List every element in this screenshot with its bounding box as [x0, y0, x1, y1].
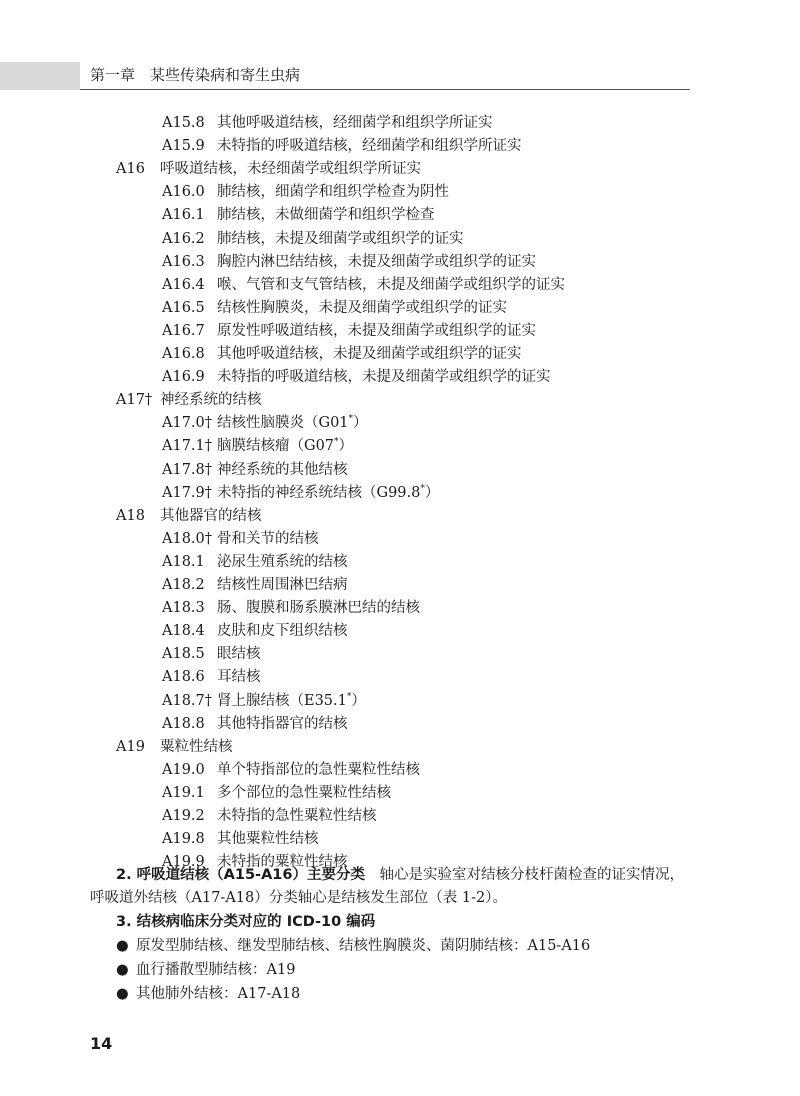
entry-code: A18.7† — [162, 692, 213, 709]
entry-code: A18.4 — [162, 623, 205, 640]
entry-code: A18.6 — [162, 669, 205, 686]
entry-text: 结核性脑膜炎（G01 — [217, 415, 349, 432]
section-2-heading: 2. 呼吸道结核（A15-A16）主要分类 — [116, 867, 365, 883]
entry-code: A17.0† — [162, 415, 213, 432]
entry-text: 原发性呼吸道结核，未提及细菌学或组织学的证实 — [217, 322, 536, 339]
entry-text: 眼结核 — [217, 646, 261, 663]
entry-code: A16.9 — [162, 369, 205, 386]
entry-text: 多个部位的急性粟粒性结核 — [217, 784, 391, 801]
entry-code: A15.8 — [162, 115, 205, 131]
subcategory-entry — [162, 413, 368, 433]
entry-text: 粟粒性结核 — [160, 738, 233, 755]
bullet-icon: ● — [116, 938, 129, 954]
entry-text: 未特指的粟粒性结核 — [217, 854, 348, 871]
entry-code: A16.8 — [162, 346, 205, 362]
bullet-item: ● 其他肺外结核：A17-A18 — [116, 984, 300, 1005]
entry-code: A18.2 — [162, 577, 205, 593]
subcategory-entry — [162, 806, 377, 826]
entry-code: A16.5 — [162, 299, 205, 316]
entry-text: 神经系统的结核 — [160, 392, 262, 409]
entry-text: 脑膜结核瘤（G07 — [217, 438, 335, 455]
entry-code: A17.1† — [162, 438, 213, 455]
subcategory-entry — [162, 298, 507, 318]
entry-code: A16.3 — [162, 253, 205, 270]
subcategory-entry — [162, 529, 319, 549]
dagger-asterisk-mark: * — [420, 483, 425, 494]
section-2-body-line1: 轴心是实验室对结核分枝杆菌检查的证实情况， — [364, 867, 684, 883]
entry-text: 其他粟粒性结核 — [217, 831, 319, 848]
subcategory-entry — [162, 229, 464, 249]
entry-text: 未特指的神经系统结核（G99.8 — [217, 484, 421, 501]
subcategory-entry — [162, 598, 420, 618]
entry-text: 肺结核，细菌学和组织学检查为阴性 — [217, 184, 449, 201]
subcategory-entry — [162, 113, 493, 133]
subcategory-entry — [162, 760, 420, 780]
entry-text: 耳结核 — [217, 669, 261, 686]
entry-code: A17.9† — [162, 484, 213, 501]
subcategory-entry — [162, 182, 449, 202]
entry-code: A16.0 — [162, 184, 205, 201]
entry-code: A19.0 — [162, 761, 205, 778]
entry-text: 未特指的呼吸道结核，未提及细菌学或组织学的证实 — [217, 369, 551, 386]
subcategory-entry — [162, 667, 261, 687]
entry-code: A18.3 — [162, 600, 205, 617]
entry-code: A18.8 — [162, 715, 205, 732]
subcategory-entry — [162, 367, 551, 387]
entry-text: 神经系统的其他结核 — [217, 461, 348, 478]
entry-text: 其他呼吸道结核，未提及细菌学或组织学的证实 — [217, 346, 522, 362]
entry-code: A16.1 — [162, 207, 205, 224]
entry-code: A16.4 — [162, 276, 205, 293]
subcategory-entry — [162, 252, 536, 272]
entry-code: A18.1 — [162, 553, 205, 570]
entry-code: A16.2 — [162, 230, 205, 247]
entry-text: 呼吸道结核，未经细菌学或组织学所证实 — [160, 161, 421, 178]
entry-text: 胸腔内淋巴结结核，未提及细菌学或组织学的证实 — [217, 253, 536, 270]
category-entry — [116, 390, 262, 410]
dagger-asterisk-mark: * — [346, 691, 352, 702]
entry-code: A16 — [116, 161, 145, 178]
entry-code: A17† — [116, 392, 153, 409]
entry-text: 肺结核，未做细菌学和组织学检查 — [217, 207, 435, 224]
entry-code: A19.2 — [162, 808, 205, 824]
bullet-icon: ● — [116, 962, 129, 978]
subcategory-entry — [162, 575, 348, 595]
entry-text-suffix: ） — [351, 692, 366, 709]
entry-code: A18.5 — [162, 646, 205, 663]
subcategory-entry — [162, 483, 439, 503]
entry-code: A18.0† — [162, 530, 213, 547]
subcategory-entry — [162, 344, 522, 364]
entry-code: A17.8† — [162, 461, 213, 478]
entry-code: A19.8 — [162, 831, 205, 848]
entry-text: 其他器官的结核 — [160, 507, 262, 524]
subcategory-entry — [162, 321, 536, 341]
entry-text-suffix: ） — [353, 415, 368, 432]
dagger-asterisk-mark: * — [334, 437, 339, 448]
entry-code: A19.1 — [162, 784, 205, 801]
section-2-paragraph — [116, 865, 684, 886]
subcategory-entry — [162, 136, 522, 156]
header-divider — [80, 89, 690, 90]
entry-text-suffix: ） — [338, 438, 354, 455]
entry-text: 肾上腺结核（E35.1 — [217, 692, 347, 709]
entry-text: 皮肤和皮下组织结核 — [217, 623, 348, 640]
subcategory-entry — [162, 783, 391, 803]
bullet-icon: ● — [116, 986, 129, 1002]
entry-text: 结核性周围淋巴结病 — [217, 577, 348, 593]
subcategory-entry — [162, 205, 435, 225]
subcategory-entry — [162, 621, 348, 641]
subcategory-entry — [162, 691, 366, 711]
entry-text: 肺结核，未提及细菌学或组织学的证实 — [217, 230, 464, 247]
subcategory-entry — [162, 275, 565, 295]
category-entry — [116, 159, 421, 179]
category-entry — [116, 506, 262, 526]
entry-text: 未特指的急性粟粒性结核 — [217, 808, 377, 824]
entry-code: A19 — [116, 738, 145, 755]
subcategory-entry — [162, 644, 261, 664]
subcategory-entry — [162, 460, 348, 480]
bullet-item: ● 原发型肺结核、继发型肺结核、结核性胸膜炎、菌阴肺结核：A15-A16 — [116, 936, 590, 957]
entry-code: A19.9 — [162, 854, 205, 871]
chapter-title: 第一章 某些传染病和寄生虫病 — [90, 66, 301, 84]
entry-text: 喉、气管和支气管结核，未提及细菌学或组织学的证实 — [217, 276, 565, 293]
category-entry — [116, 737, 233, 757]
subcategory-entry — [162, 436, 353, 456]
section-3-heading: 3. 结核病临床分类对应的 ICD-10 编码 — [116, 914, 376, 930]
entry-text: 其他呼吸道结核，经细菌学和组织学所证实 — [217, 115, 493, 131]
header-band — [0, 62, 80, 90]
entry-text: 结核性胸膜炎，未提及细菌学或组织学的证实 — [217, 299, 507, 316]
dagger-asterisk-mark: * — [348, 414, 354, 425]
subcategory-entry — [162, 829, 319, 849]
entry-code: A16.7 — [162, 322, 205, 339]
entry-code: A18 — [116, 507, 145, 524]
entry-text: 肠、腹膜和肠系膜淋巴结的结核 — [217, 600, 420, 617]
entry-code: A15.9 — [162, 138, 205, 155]
bullet-item: ● 血行播散型肺结核：A19 — [116, 960, 295, 981]
entry-text: 未特指的呼吸道结核，经细菌学和组织学所证实 — [217, 138, 522, 155]
subcategory-entry — [162, 552, 348, 572]
entry-text-suffix: ） — [424, 484, 440, 501]
entry-text: 骨和关节的结核 — [217, 530, 319, 547]
entry-text: 单个特指部位的急性粟粒性结核 — [217, 761, 420, 778]
entry-text: 其他特指器官的结核 — [217, 715, 348, 732]
entry-text: 泌尿生殖系统的结核 — [217, 553, 348, 570]
section-2-body-line2: 呼吸道外结核（A17-A18）分类轴心是结核发生部位（表 1-2）。 — [90, 890, 507, 906]
page-number: 14 — [90, 1034, 113, 1053]
subcategory-entry — [162, 714, 348, 734]
